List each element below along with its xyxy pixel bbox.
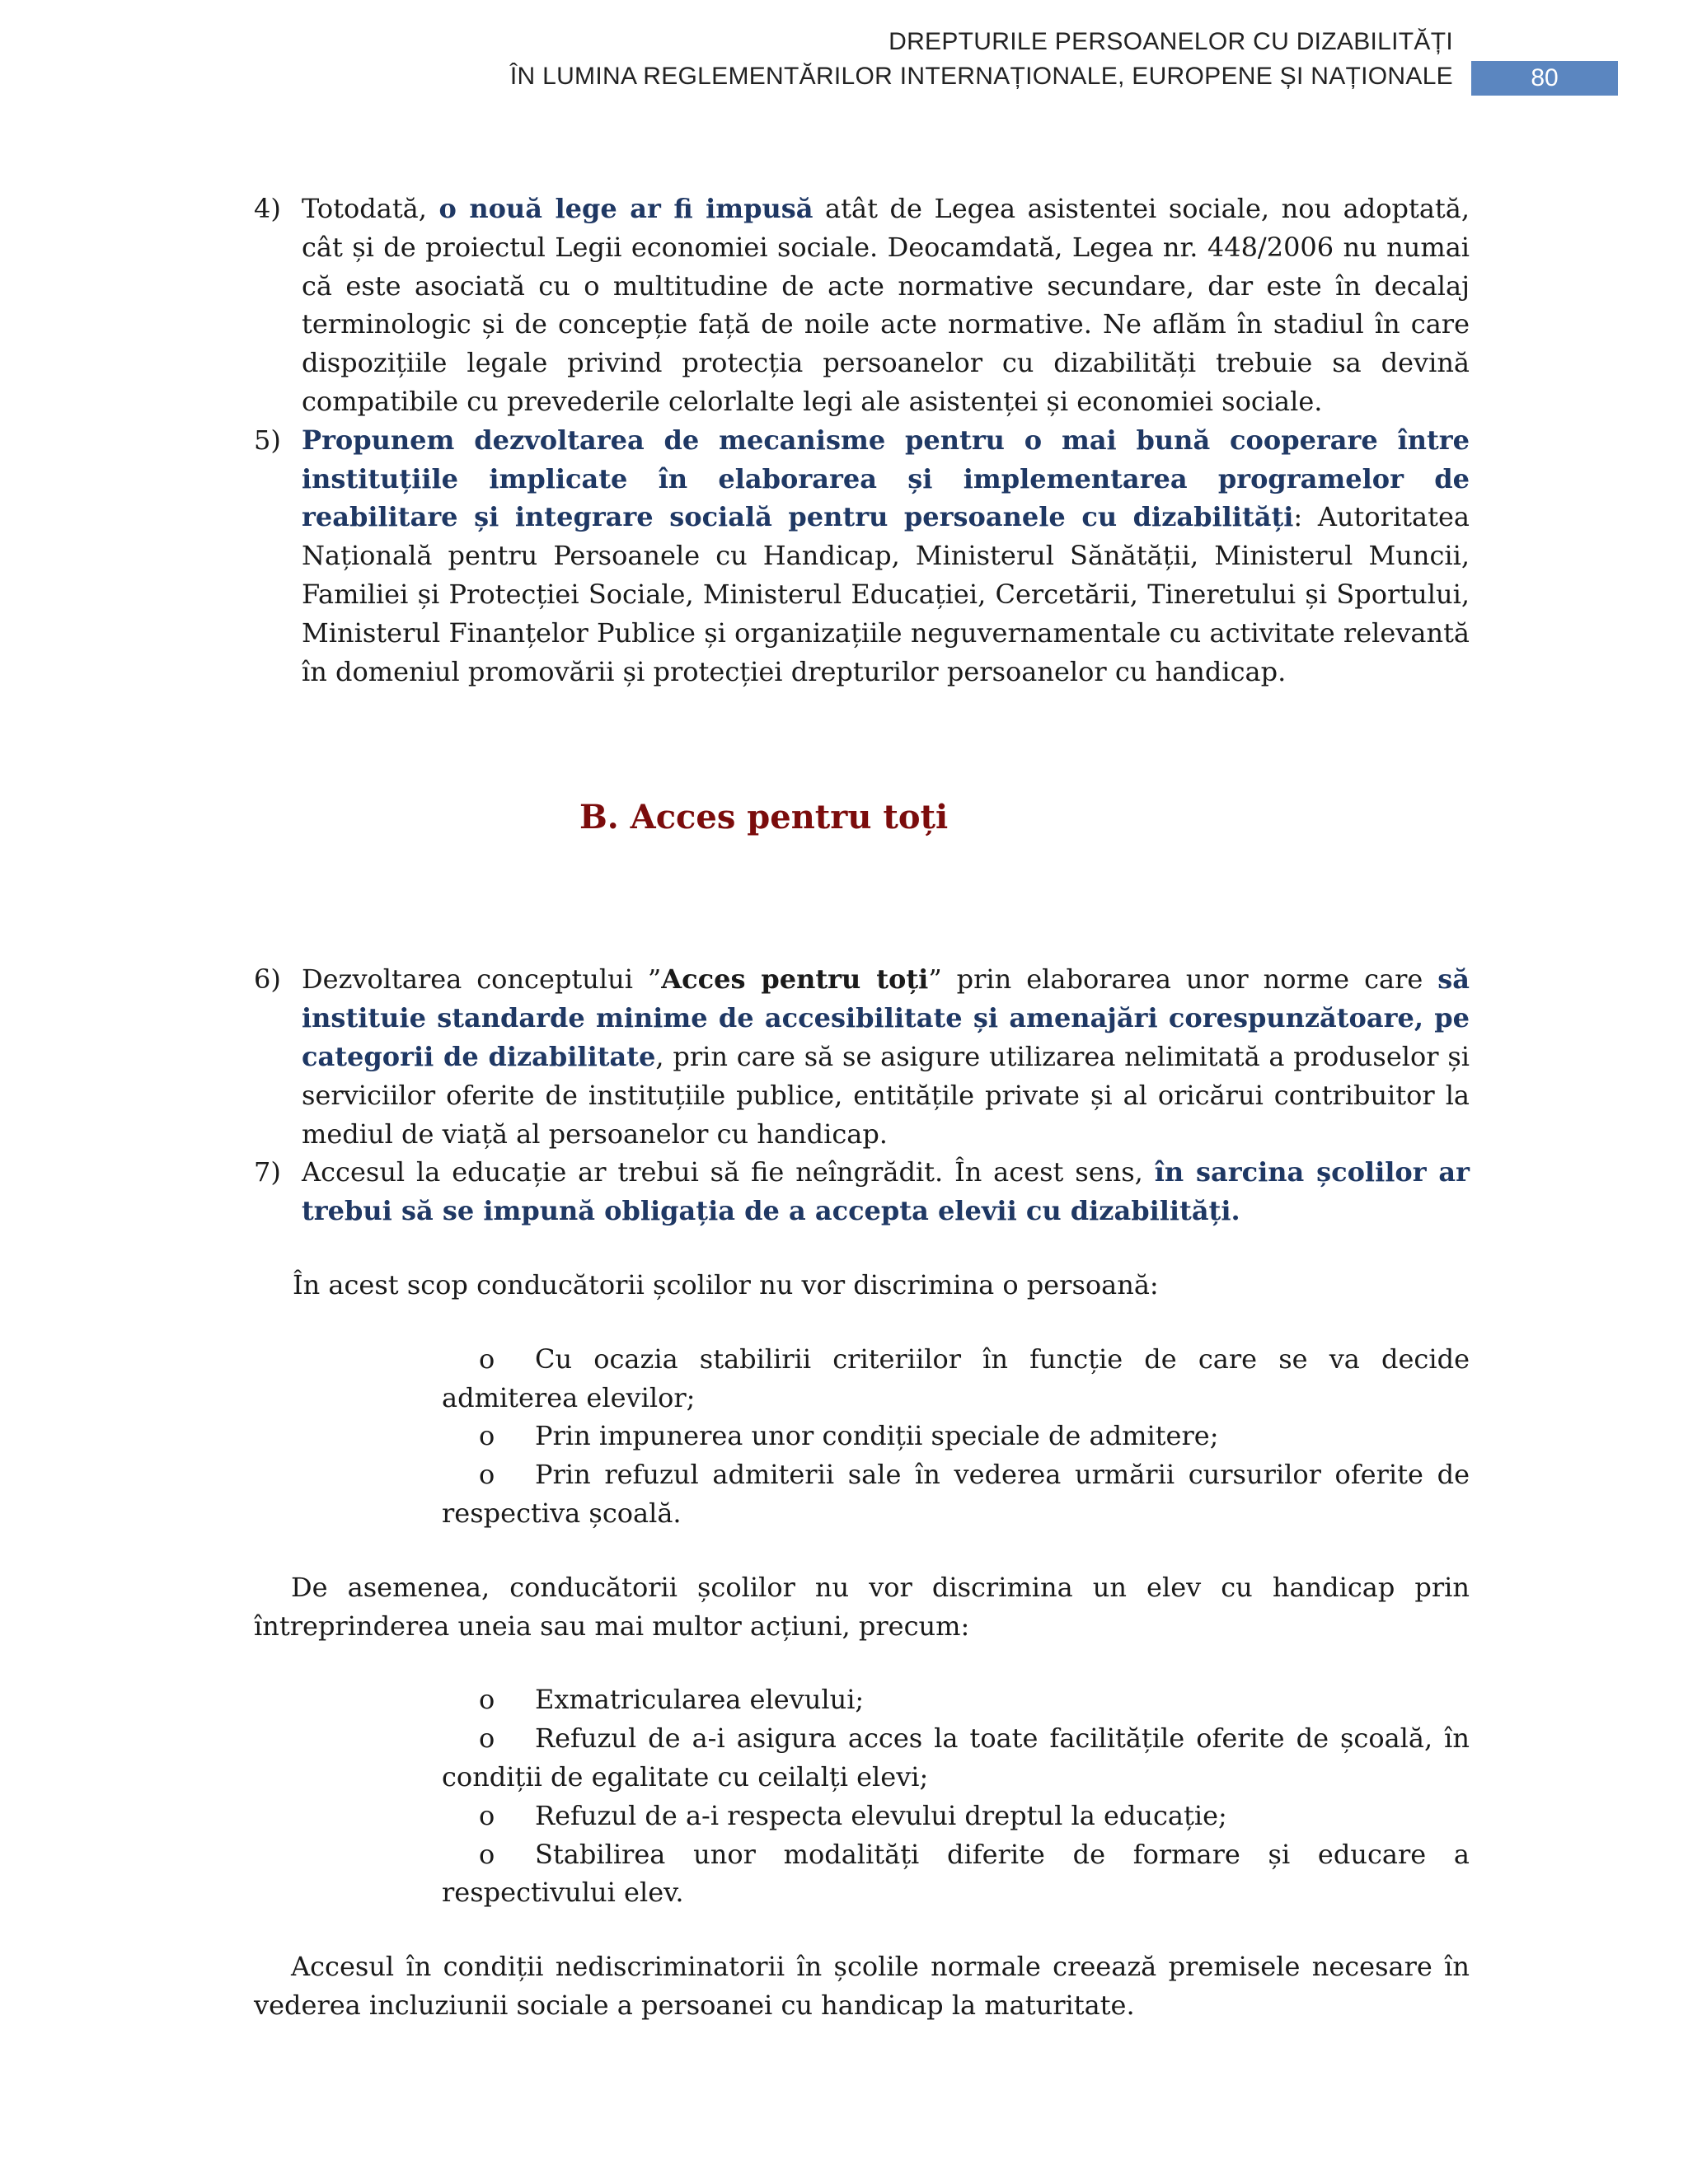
item-bold: Acces pentru toți <box>661 963 929 996</box>
bullet-marker: o <box>479 1799 495 1831</box>
page-number: 80 <box>1471 61 1618 96</box>
item-text: ” prin elaborarea unor norme care <box>928 963 1438 996</box>
bullet-item: o Prin refuzul admiterii sale în vederea urmării cursurilor oferite de respectiva școală. <box>442 1455 1470 1533</box>
item-text: Accesul la educație ar trebui să fie neîngrădit. În acest sens, <box>302 1156 1155 1188</box>
paragraph-conclusion: Accesul în condiții nediscriminatorii în școlile normale creează premisele necesare în vederea incluziunii sociale a persoanei cu handicap la maturitate. <box>254 1951 1470 2021</box>
item-number: 5) <box>254 424 281 456</box>
paragraph-intro: În acest scop conducătorii școlilor nu vor discrimina o persoană: <box>293 1268 1159 1301</box>
item-number: 6) <box>254 963 281 996</box>
item-number: 4) <box>254 193 281 224</box>
item-highlight: o nouă lege ar fi impusă <box>438 193 814 224</box>
bullet-marker: o <box>479 1343 495 1375</box>
bullet-marker: o <box>479 1684 495 1716</box>
bullet-item: o Exmatricularea elevului; <box>442 1680 1470 1719</box>
bullet-item: o Cu ocazia stabilirii criteriilor în funcție de care se va decide admiterea elevilor; <box>442 1340 1470 1418</box>
list-item-5 <box>254 421 1470 691</box>
bullet-marker: o <box>479 1838 495 1870</box>
bullet-item: o Stabilirea unor modalități diferite de formare și educare a respectivului elev. <box>442 1835 1470 1913</box>
item-text: Totodată, <box>302 193 439 224</box>
bullet-list-2 <box>254 1680 1470 1912</box>
header-title-line2: ÎN LUMINA REGLEMENTĂRILOR INTERNAȚIONALE, EUROPENE ȘI NAȚIONALE <box>509 63 1453 90</box>
item-highlight: Propunem dezvoltarea de mecanisme pentru o mai bună cooperare între instituțiile implicate în elaborarea și implementarea programelor de reabilitare și integrare socială pentru persoanele cu dizabilități <box>302 424 1470 533</box>
bullet-marker: o <box>479 1420 495 1452</box>
item-text: , prin care să se asigure utilizarea nelimitată a produselor și serviciilor oferite de instituțiile publice, entitățile private și al oricărui contribuitor la mediul de viață al persoanelor cu handicap. <box>302 1040 1470 1150</box>
list-item-7 <box>254 1153 1470 1230</box>
bullet-marker: o <box>479 1722 495 1755</box>
bullet-item: o Refuzul de a-i asigura acces la toate facilitățile oferite de școală, în condiții de egalitate cu ceilalți elevi; <box>442 1719 1470 1797</box>
bullet-list-1 <box>254 1340 1470 1533</box>
list-item-6 <box>254 960 1470 1153</box>
bullet-item: o Refuzul de a-i respecta elevului dreptul la educație; <box>442 1797 1470 1835</box>
bullet-marker: o <box>479 1459 495 1491</box>
section-heading: B. Acces pentru toți <box>579 798 949 837</box>
item-highlight: în sarcina școlilor ar trebui să se impună obligația de a accepta elevii cu dizabilități. <box>302 1156 1470 1227</box>
bullet-item: o Prin impunerea unor condiții speciale de admitere; <box>442 1417 1470 1455</box>
item-text: Dezvoltarea conceptului ” <box>302 963 662 996</box>
item-text: : Autoritatea Națională pentru Persoanele cu Handicap, Ministerul Sănătății, Ministerul Muncii, Familiei și Protecției Sociale, Ministerul Educației, Cercetării, Tineretului și Sportului, Ministerul Finanțelor Publice și organizațiile neguvernamentale cu activitate relevantă în domeniul promovării și protecției drepturilor persoanelor cu handicap. <box>302 501 1470 687</box>
list-item-4 <box>254 190 1470 421</box>
item-highlight: să instituie standarde minime de accesibilitate și amenajări corespunzătoare, pe categorii de dizabilitate <box>302 963 1470 1072</box>
item-text: atât de Legea asistentei sociale, nou adoptată, cât și de proiectul Legii economiei sociale. Deocamdată, Legea nr. 448/2006 nu numai că este asociată cu o multitudine de acte normative secundare, dar este în decalaj terminologic și de concepție față de noile acte normative. Ne aflăm în stadiul în care dispozițiile legale privind protecția persoanelor cu dizabilități trebuie sa devină compatibile cu prevederile celorlalte legi ale asistenței și economiei sociale. <box>302 193 1470 417</box>
item-number: 7) <box>254 1156 281 1188</box>
paragraph-actions: De asemenea, conducătorii școlilor nu vor discrimina un elev cu handicap prin întreprinderea uneia sau mai multor acțiuni, precum: <box>254 1571 1470 1642</box>
page-header <box>0 25 1688 99</box>
page-content <box>254 190 1470 2025</box>
header-title-line1: DREPTURILE PERSOANELOR CU DIZABILITĂȚI <box>889 28 1453 55</box>
